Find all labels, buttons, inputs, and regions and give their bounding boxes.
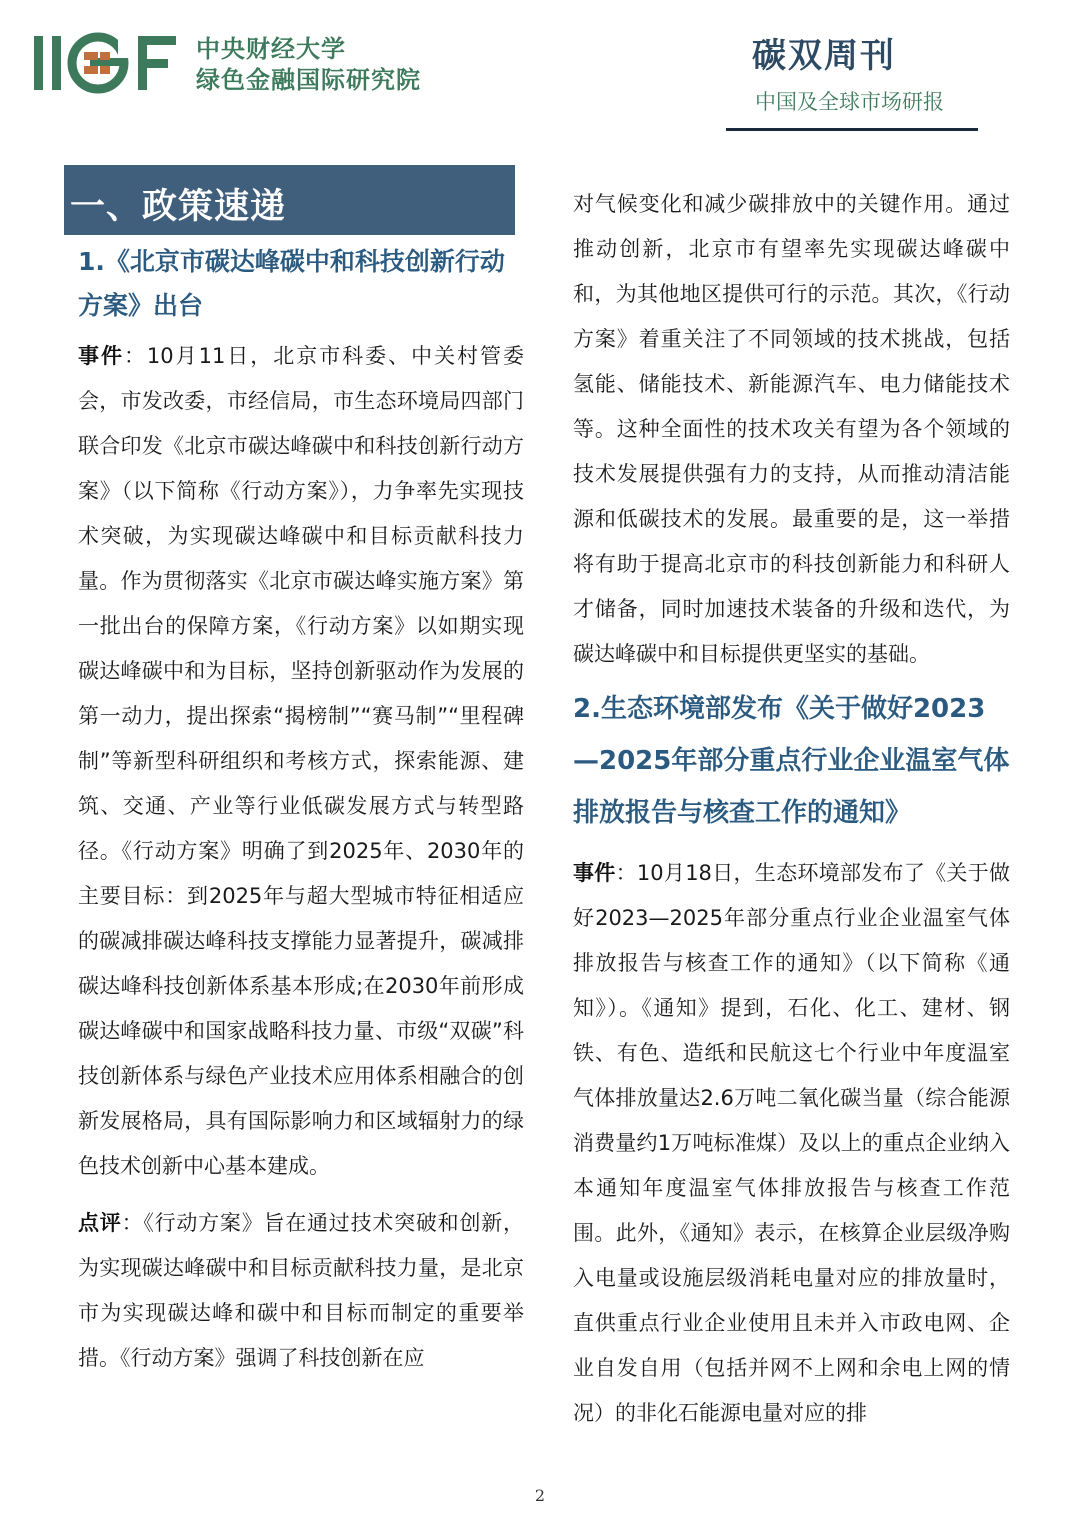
- page-number: 2: [534, 1486, 546, 1505]
- section-banner: [64, 165, 515, 235]
- left-column: [78, 240, 524, 1381]
- article-1-comment: [78, 1201, 524, 1381]
- event-label: 事件: [78, 344, 124, 368]
- organization-name: [196, 34, 421, 96]
- event-label: 事件: [573, 861, 616, 885]
- comment-label: 点评: [78, 1211, 122, 1235]
- article-1-comment-continued: 对气候变化和减少碳排放中的关键作用。通过推动创新，北京市有望率先实现碳达峰碳中和，为其他地区提供可行的示范。其次，《行动方案》着重关注了不同领域的技术挑战，包括氢能、储能技术、新能源汽车、电力储能技术等。这种全面性的技术攻关有望为各个领域的技术发展提供强有力的支持，从而推动清洁能源和低碳技术的发展。最重要的是，这一举措将有助于提高北京市的科技创新能力和科研人才储备，同时加速技术装备的升级和迭代，为碳达峰碳中和目标提供更坚实的基础。: [573, 192, 1010, 666]
- org-line-2: 绿色金融国际研究院: [196, 66, 421, 94]
- article-2-event: [573, 851, 1010, 1436]
- right-column: [573, 182, 1010, 1436]
- article-2-event-text: ：10月18日，生态环境部发布了《关于做好2023—2025年部分重点行业企业温室气体排放报告与核查工作的通知》（以下简称《通知》）。《通知》提到，石化、化工、建材、钢铁、有色、造纸和民航这七个行业中年度温室气体排放量达2.6万吨二氧化碳当量（综合能源消费量约1万吨标准煤）及以上的重点企业纳入本通知年度温室气体排放报告与核查工作范围。此外，《通知》表示，在核算企业层级净购入电量或设施层级消耗电量对应的排放量时，直供重点行业企业使用且未并入市政电网、企业自发自用（包括并网不上网和余电上网的情况）的非化石能源电量对应的排: [573, 861, 1010, 1425]
- article-1-event: [78, 334, 524, 1189]
- article-1-comment-text: ：《行动方案》旨在通过技术突破和创新，为实现碳达峰碳中和目标贡献科技力量，是北京市为实现碳达峰和碳中和目标而制定的重要举措。《行动方案》强调了科技创新在应: [78, 1211, 525, 1370]
- publication-title: 碳双周刊: [752, 36, 896, 76]
- article-2-title: 2.生态环境部发布《关于做好2023—2025年部分重点行业企业温室气体排放报告与核查工作的通知》: [573, 694, 1010, 828]
- article-1-event-text: ：10月11日，北京市科委、中关村管委会，市发改委，市经信局，市生态环境局四部门联合印发《北京市碳达峰碳中和科技创新行动方案》（以下简称《行动方案》），力争率先实现技术突破，为实现碳达峰碳中和目标贡献科技力量。作为贯彻落实《北京市碳达峰实施方案》第一批出台的保障方案，《行动方案》以如期实现碳达峰碳中和为目标，坚持创新驱动作为发展的第一动力，提出探索“揭榜制”“赛马制”“里程碑制”等新型科研组织和考核方式，探索能源、建筑、交通、产业等行业低碳发展方式与转型路径。《行动方案》明确了到2025年、2030年的主要目标：到2025年与超大型城市特征相适应的碳减排碳达峰科技支撑能力显著提升，碳减排碳达峰科技创新体系基本形成;在2030年前形成碳达峰碳中和国家战略科技力量、市级“双碳”科技创新体系与绿色产业技术应用体系相融合的创新发展格局，具有国际影响力和区域辐射力的绿色技术创新中心基本建成。: [78, 344, 524, 1178]
- org-line-1: 中央财经大学: [196, 35, 346, 63]
- article-1-title: 1.《北京市碳达峰碳中和科技创新行动方案》出台: [78, 247, 505, 320]
- publication-subtitle: 中国及全球市场研报: [755, 90, 944, 114]
- iigf-logo: [32, 32, 178, 94]
- section-title: 一、政策速递: [70, 187, 287, 227]
- header-divider: [726, 128, 978, 131]
